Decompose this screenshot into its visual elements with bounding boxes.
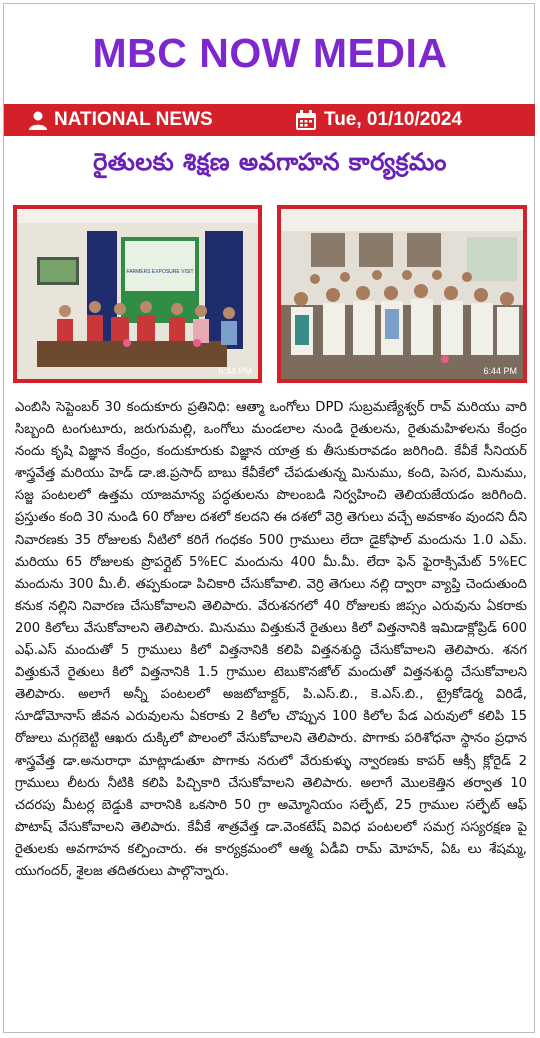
banner-text: FARMERS EXPOSURE VISIT xyxy=(126,269,194,275)
calendar-icon xyxy=(295,110,317,131)
photo-farmers-audience[interactable] xyxy=(277,205,527,383)
farmers-audience-image xyxy=(281,209,523,379)
news-info-bar xyxy=(4,104,535,136)
site-title: MBC NOW MEDIA xyxy=(92,30,448,76)
photo-timestamp: 6:44 PM xyxy=(218,366,252,376)
meeting-dais-image xyxy=(17,209,258,379)
photo-timestamp: 6:44 PM xyxy=(483,366,517,376)
photo-meeting-dais[interactable] xyxy=(13,205,262,383)
user-icon xyxy=(28,111,48,130)
article-body: ఎంబిసి సెప్టెంబర్ 30 కందుకూరు ప్రతినిధి: ఆత్మా ఒంగోలు DPD సుబ్రమణ్యేశ్వర్ రావ్ మరియు వారి సిబ్బంది టంగుటూరు, జరుగుమల్లి, ఒంగోలు మండలాల నుండి రైతులను, రైతుమహిళలను కేంద్రం నందు కృషి విజ్ఞాన కేంద్రం, కందుకూరుకు విజ్ఞాన యాత్ర కు తీసుకురావడం జరిగింది. కేవీకే సీనియర్ శాస్త్రవేత్త మరియు హెడ్ డా.జి.ప్రసాద్ బాబు కేవీకేలో చేపడుతున్న మినుము, కంది, పెసర, మినుము, సజ్జ పంటలలో ఉత్తమ యాజమాన్య పద్ధతులను పొలంబడి నిర్వహించి తెలియజేయడం జరిగింది. ప్రస్తుతం కంది 30 నుండి 60 రోజుల దశలో కలదని ఈ దశలో వెర్రి తెగులు వచ్చే అవకాశం వుందని దీని నివారణకు 35 రోజులకు నీటిలో కరిగే గంధకం 500 గ్రాములు లేదా డైకోఫాల్ మందును 1.0 ఎమ్. మరియు 65 రోజులకు ప్రొపర్గైట్ 5%EC మందును 400 మీ.మీ. లేదా ఫెన్ ఫైరాక్సిమేట్ 5%EC మందును 300 మీ.లీ. తప్పకుండా పిచికారి చేసుకోవాలి. వెర్రి తెగులు నల్లి ద్వారా వ్యాప్తి చెందుతుంది కనుక నల్లిని నివారణ చేసుకోవాలని తెలిపారు. వేరుశనగలో 40 రోజులకు జిప్సం ఎరువును ఏకరాకు 200 కిలోలు వేసుకోవాలని తెలిపారు. మినుము విత్తుకునే రైతులు కిలో విత్తనానికి ఇమిడాక్లోప్రిడ్ 600 ఎఫ్.ఎస్ మందుతో 5 గ్రాములు కిలో విత్తనానికి కలిపి విత్తనశుద్ధి చేసుకోవాలని తెలిపారు. శనగ విత్తుకునే రైతులు కిలో విత్తనానికి 1.5 గ్రాముల టెబుకొనజోల్ మందుతో విత్తనశుద్ధి చేసుకోవాలని తెలిపారు. అలాగే అన్నీ పంటలలో అజటోబాక్టర్, పి.ఎస్.బి., కె.ఎస్.బి., ట్రైకోడెర్మ విరిడే, సూడోమోనాస్ జీవన ఎరువులను ఏకరాకు 2 కిలోల చొప్పున 100 కిలోల పేడ ఎరువులో కలిపి 15 రోజులు మగ్గబెట్టి ఆఖరు దుక్కిలో పొలంలో వేసుకోవాలని తెలిపారు. పొగాకు పరిశోధనా స్థానం ప్రధాన శాస్త్రవేత్త డా.అనురాధా మాట్లాడుతూ పొగాకు నరులో వేరుకుళ్ళు న్వారణకు కాపర్ ఆక్సీ క్లోరైడ్ 2 గ్రాములు లీటరు నీటికి కలిపి పిచ్చికారి చేసుకోవాలని తెలిపారు. అలాగే మొలకెత్తిన తర్వాత 10 చదరపు మీటర్ల బెడ్డుకి వారానికి ఒకసారి 50 గ్రా అమ్మోనియం సల్ఫేట్, 25 గ్రాముల సల్ఫేట్ ఆఫ్ పొటాష్ వేసుకోవాలని తెలిపారు. కేవీకే శాత్రవేత్త డా.వెంకటేష్ వివిధ పంటలలో సమగ్ర సస్యరక్షణ పై రైతులకు అవగాహన కల్పించారు. ఈ కార్యక్రమంలో ఆత్మ ఏడీవి రామ్ మోహన్, ఏఓ లు శేషమ్మ, యుగందర్, శైలజ తదితరులు పాల్గొన్నారు. xyxy=(15,400,527,879)
category-label[interactable]: NATIONAL NEWS xyxy=(54,109,213,130)
publish-date: Tue, 01/10/2024 xyxy=(324,109,463,130)
article-headline: రైతులకు శిక్షణ అవగాహన కార్యక్రమం xyxy=(93,148,447,176)
